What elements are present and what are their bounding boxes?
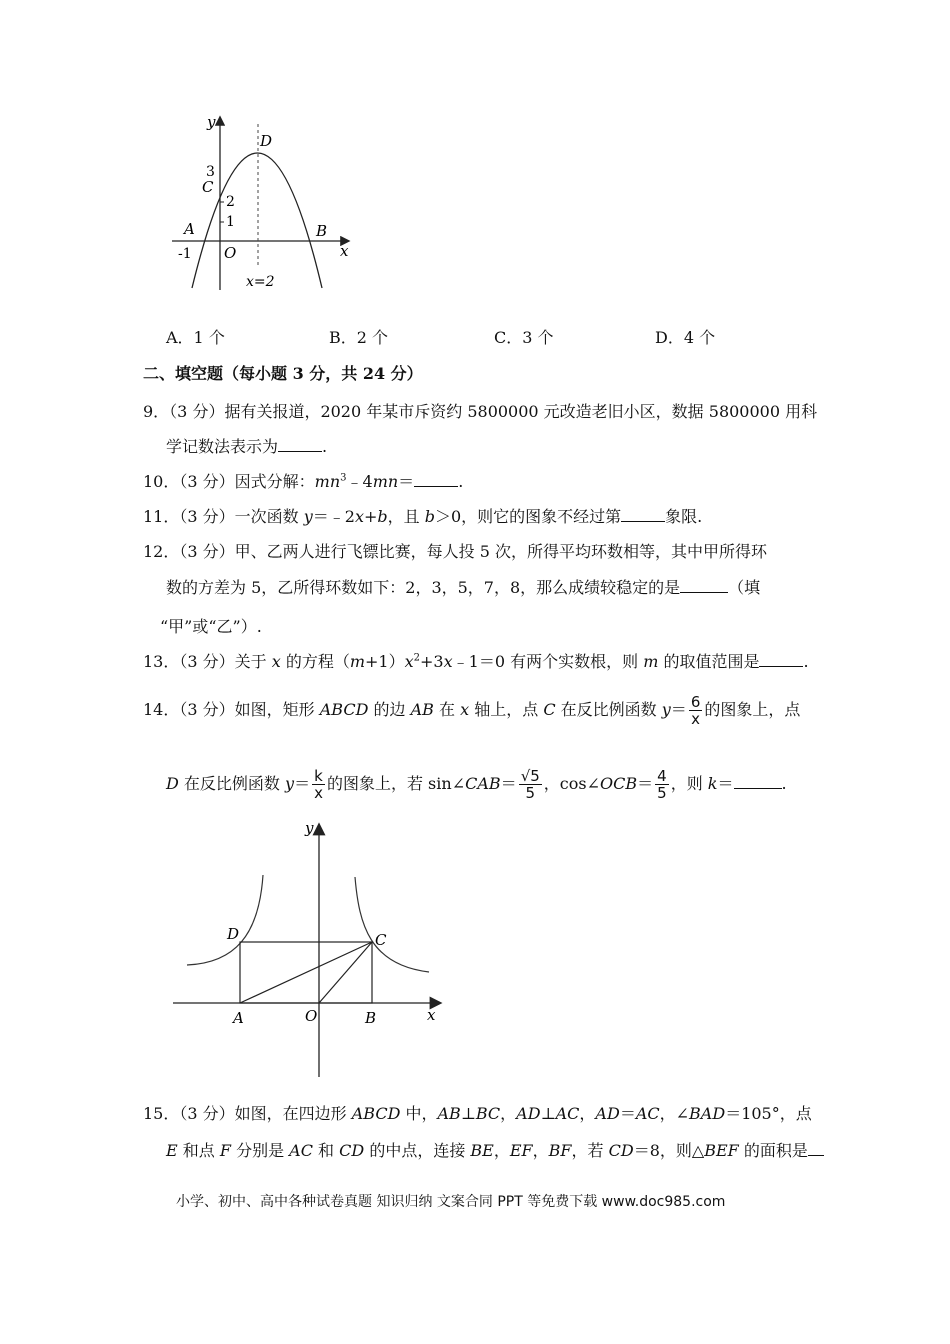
label-B: B	[365, 1009, 377, 1027]
segment-AC	[240, 942, 372, 1003]
label-y: y	[207, 113, 216, 131]
label-O: O	[224, 244, 237, 262]
question-15-line2: E 和点 F 分别是 AC 和 CD 的中点，连接 BE，EF，BF，若 CD＝8，则△BEF 的面积是	[166, 1141, 824, 1161]
page-footer: 小学、初中、高中各种试卷真题 知识归纳 文案合同 PPT 等免费下载 www.doc985.com	[176, 1194, 726, 1210]
question-11: 11．（3 分）一次函数 y＝﹣2x+b，且 b＞0，则它的图象不经过第 象限.	[143, 507, 703, 526]
option-d: D．4 个	[655, 328, 716, 347]
question-12-line3: “甲”或“乙”）.	[160, 617, 262, 636]
label-x: x	[427, 1006, 436, 1024]
fraction-sqrt5-over-5: $\frac{√5}{5}$	[520, 767, 540, 802]
question-9-line2: 学记数法表示为 .	[166, 437, 328, 456]
label-1: 1	[226, 214, 235, 230]
option-a: A．1 个	[166, 328, 225, 347]
section-heading: 二、填空题（每小题 3 分，共 24 分）	[143, 364, 423, 383]
label-neg1: -1	[178, 246, 192, 262]
label-A: A	[184, 220, 195, 238]
label-C: C	[202, 178, 214, 196]
label-axis-eq: x=2	[246, 274, 275, 290]
question-14-line2: D 在反比例函数 y＝ $\frac{k}{x}$ 的图象上，若 sin∠CAB＝ $\frac{√5}{5}$ ，cos∠OCB＝ $\frac{4}{5}$ ，则 k＝ .	[166, 767, 787, 802]
fraction-6-over-x: $\frac{6}{x}$	[690, 693, 701, 728]
label-C: C	[375, 931, 387, 949]
label-D: D	[227, 925, 240, 943]
label-B: B	[316, 222, 328, 240]
label-y: y	[305, 819, 314, 837]
label-2: 2	[226, 194, 235, 210]
segment-OC	[319, 942, 372, 1003]
label-x: x	[340, 242, 349, 260]
question-13: 13．（3 分）关于 x 的方程$(m+1)x^2+3x﹣1=0$ 有两个实数根，则 m 的取值范围是 .	[143, 652, 809, 671]
label-3: 3	[206, 164, 215, 180]
question-10: 10．（3 分）因式分解：$mn^3﹣4mn=$ .	[143, 472, 464, 491]
question-12-line2: 数的方差为 5，乙所得环数如下：2，3，5，7，8，那么成绩较稳定的是 （填	[166, 578, 761, 597]
option-b: B．2 个	[329, 328, 389, 347]
rectangle-hyperbola-figure	[165, 815, 455, 1080]
right-hyperbola	[355, 877, 429, 972]
question-15-line1: 15．（3 分）如图，在四边形 ABCD 中，AB⊥BC，AD⊥AC，AD＝AC，∠BAD＝105°，点	[143, 1104, 812, 1123]
fraction-4-over-5: $\frac{4}{5}$	[657, 767, 667, 802]
label-A: A	[233, 1009, 244, 1027]
parabola-figure	[160, 110, 360, 295]
option-c: C．3 个	[494, 328, 554, 347]
label-D: D	[260, 132, 273, 150]
question-14-line1: 14．（3 分）如图，矩形 ABCD 的边 AB 在 x 轴上，点 C 在反比例函数 y＝ $\frac{6}{x}$ 的图象上，点	[143, 693, 801, 728]
question-12-line1: 12．（3 分）甲、乙两人进行飞镖比赛，每人投 5 次，所得平均环数相等，其中甲所得环	[143, 542, 767, 561]
left-hyperbola	[187, 875, 263, 965]
label-O: O	[305, 1007, 318, 1025]
question-9-line1: 9．（3 分）据有关报道，2020 年某市斥资约 5800000 元改造老旧小区，数据 5800000 用科	[143, 402, 818, 421]
fraction-k-over-x: $\frac{k}{x}$	[314, 767, 323, 802]
